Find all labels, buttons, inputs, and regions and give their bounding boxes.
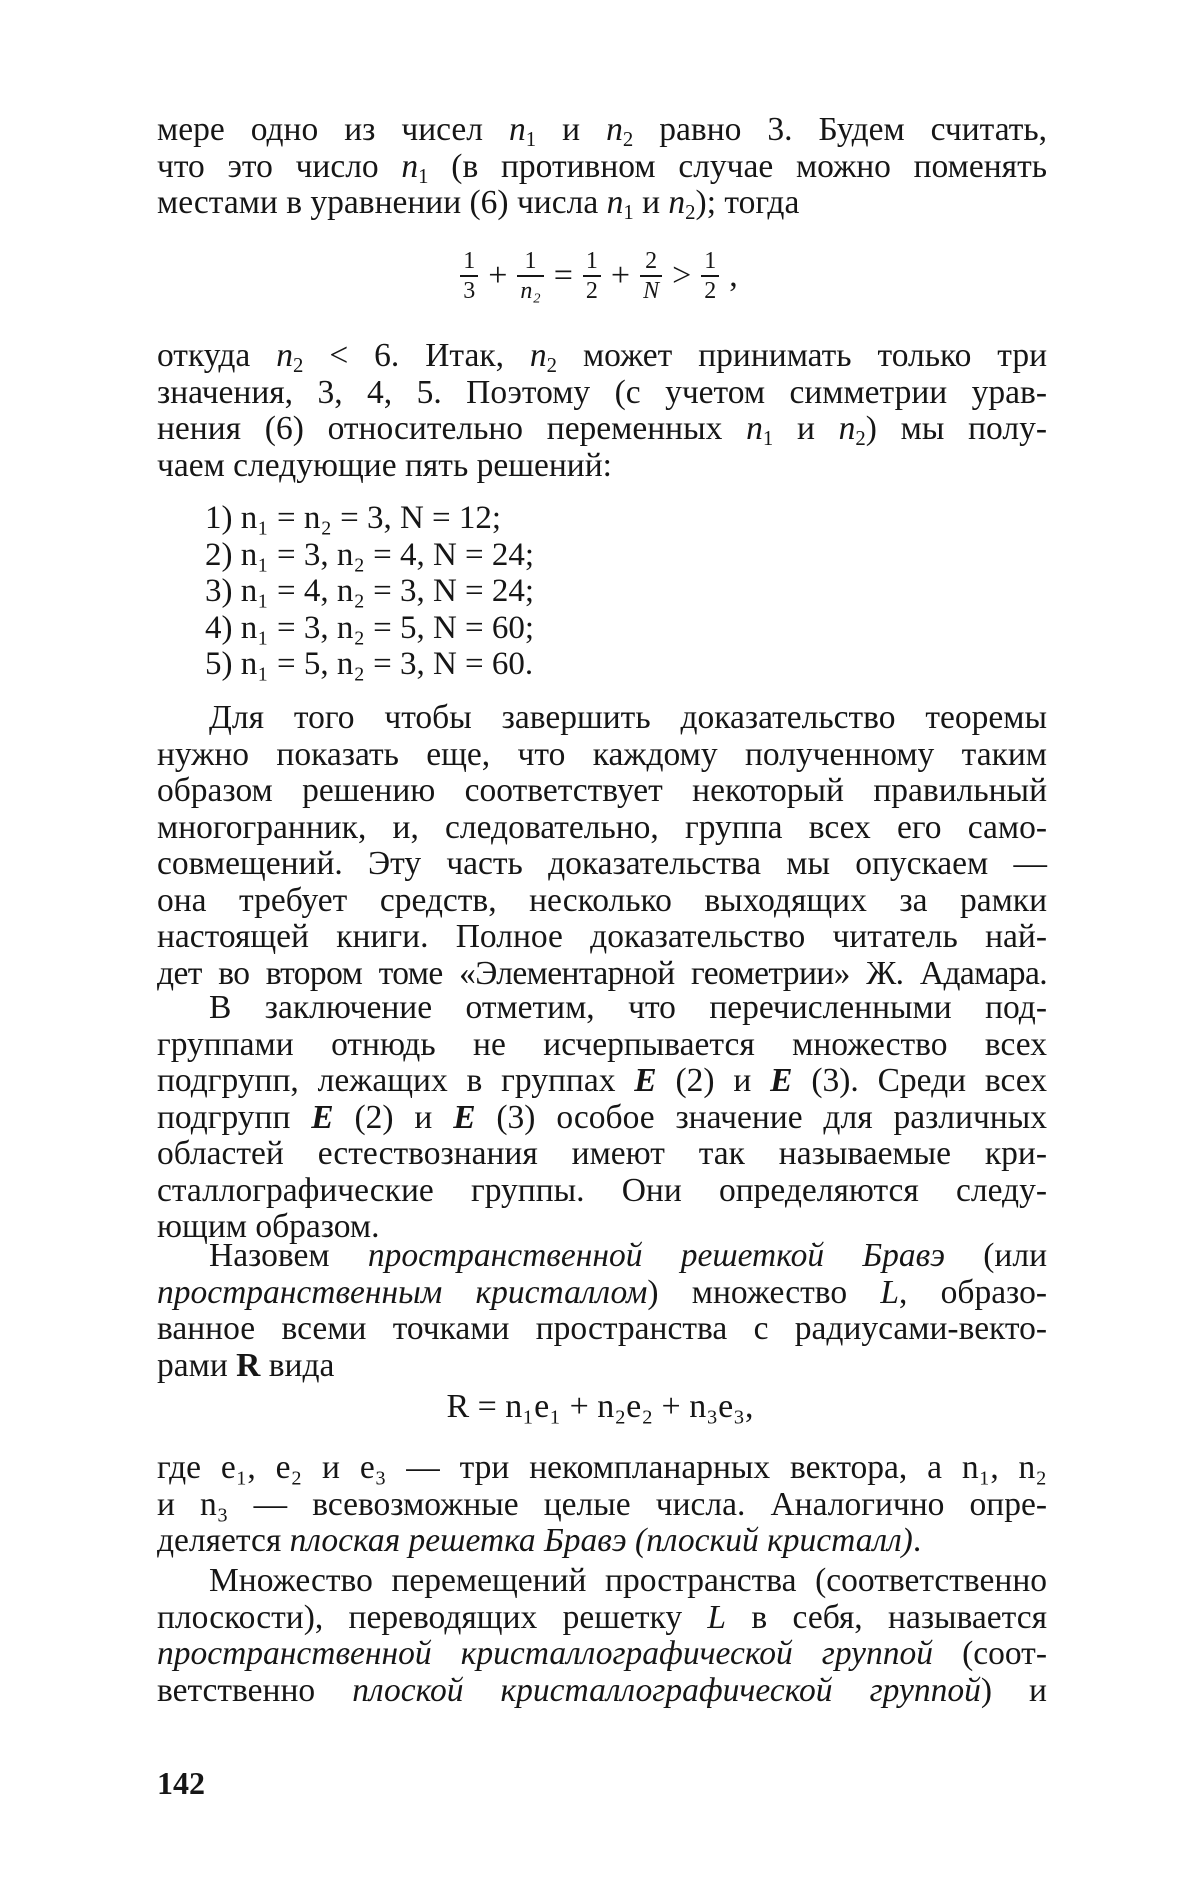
- text-line: дет во втором томе «Элементарной геометрии» Ж. Адамара.: [157, 954, 1047, 992]
- text-line: и n₃ — всевозможные целые числа. Аналогично опре-: [157, 1485, 1047, 1523]
- text-line: многогранник, и, следовательно, группа всех его само-: [157, 808, 1047, 846]
- text-line: Множество перемещений пространства (соответственно: [209, 1562, 1047, 1599]
- paragraph: [157, 700, 1047, 992]
- text-line: плоскости), переводящих решетку L в себя, называется: [157, 1598, 1047, 1636]
- text-line: группами отнюдь не исчерпывается множество всех: [157, 1025, 1047, 1063]
- list-item: 2) n₁ = 3, n₂ = 4, N = 24;: [205, 536, 535, 573]
- paragraph: [157, 1563, 1047, 1709]
- text-line: значения, 3, 4, 5. Поэтому (с учетом симметрии урав-: [157, 373, 1047, 411]
- fraction: $\frac{1}{\text{n₂}}$: [517, 247, 543, 305]
- page-number: 142: [157, 1765, 205, 1801]
- text-line: пространственным кристаллом) множество L, образо-: [157, 1273, 1048, 1311]
- text-line: откуда $n_2 < 6$. Итак, $n_2$ может принимать только три: [157, 337, 1048, 377]
- paragraph-continuation: [157, 112, 1047, 222]
- fraction: $\frac{1}{2}$: [701, 247, 719, 305]
- fraction: $\frac{1}{3}$: [460, 247, 478, 305]
- text-line: настоящей книги. Полное доказательство читатель най-: [157, 918, 1047, 955]
- inequality-formula: $\frac{1}{3}$ + $\frac{1}{\text{n₂}}$ = $\frac{1}{2}$ + $\frac{2}{N}$ > $\frac{1}{2}$ ,: [0, 247, 1200, 305]
- text-line: она требует средств, несколько выходящих за рамки: [157, 881, 1047, 919]
- text-line: нения (6) относительно переменных $n_1$ и $n_2$) мы полу-: [157, 410, 1047, 450]
- text-line: сталлографические группы. Они определяются следу-: [157, 1171, 1047, 1209]
- text-line: Для того чтобы завершить доказательство теоремы: [209, 699, 1047, 736]
- list-item: 3) n₁ = 4, n₂ = 3, N = 24;: [205, 573, 535, 609]
- list-item: 1) n₁ = n₂ = 3, N = 12;: [205, 500, 502, 536]
- text-line: Назовем пространственной решеткой Бравэ (или: [209, 1237, 1047, 1274]
- fraction: $\frac{1}{2}$: [583, 247, 601, 305]
- text-line: областей естествознания имеют так называемые кри-: [157, 1135, 1047, 1172]
- text-line: что это число $n_1$ (в противном случае можно поменять: [157, 147, 1047, 188]
- text-line: подгрупп E (2) и E (3) особое значение для различных: [157, 1098, 1047, 1136]
- list-item: 4) n₁ = 3, n₂ = 5, N = 60;: [205, 609, 535, 646]
- text-line: деляется плоская решетка Бравэ (плоский кристалл).: [157, 1522, 922, 1559]
- paragraph: [157, 338, 1047, 484]
- text-line: где e₁, e₂ и e₃ — три некомпланарных вектора, а n₁, n₂: [157, 1449, 1047, 1486]
- text-line: чаем следующие пять решений:: [157, 446, 612, 484]
- solutions-list: [205, 500, 805, 683]
- paragraph: [157, 1238, 1047, 1384]
- text-line: подгрупп, лежащих в группах E (2) и E (3). Среди всех: [157, 1062, 1047, 1099]
- paragraph: [157, 990, 1047, 1246]
- fraction: $\frac{2}{N}$: [640, 247, 662, 305]
- text-line: ванное всеми точками пространства с радиусами-векто-: [157, 1310, 1047, 1347]
- text-line: В заключение отметим, что перечисленными под-: [209, 989, 1047, 1026]
- text-line: местами в уравнении (6) числа $n_1$ и $n_2$); тогда: [157, 184, 800, 224]
- text-line: нужно показать еще, что каждому полученному таким: [157, 735, 1047, 773]
- list-item: 5) n₁ = 5, n₂ = 3, N = 60.: [205, 646, 534, 682]
- lattice-vector-formula: R = n₁e₁ + n₂e₂ + n₃e₃,: [446, 1388, 754, 1425]
- text-line: ющим образом.: [157, 1208, 380, 1245]
- paragraph: [157, 1450, 1047, 1560]
- text-line: совмещений. Эту часть доказательства мы опускаем —: [157, 845, 1047, 882]
- text-line: образом решению соответствует некоторый правильный: [157, 772, 1047, 809]
- text-line: пространственной кристаллографической группой (соот-: [157, 1635, 1047, 1672]
- text-line: мере одно из чисел $n_1$ и $n_2$ равно 3. Будем считать,: [157, 111, 1048, 151]
- text-line: ветственно плоской кристаллографической группой) и: [157, 1671, 1047, 1709]
- text-line: рами R вида: [157, 1346, 335, 1384]
